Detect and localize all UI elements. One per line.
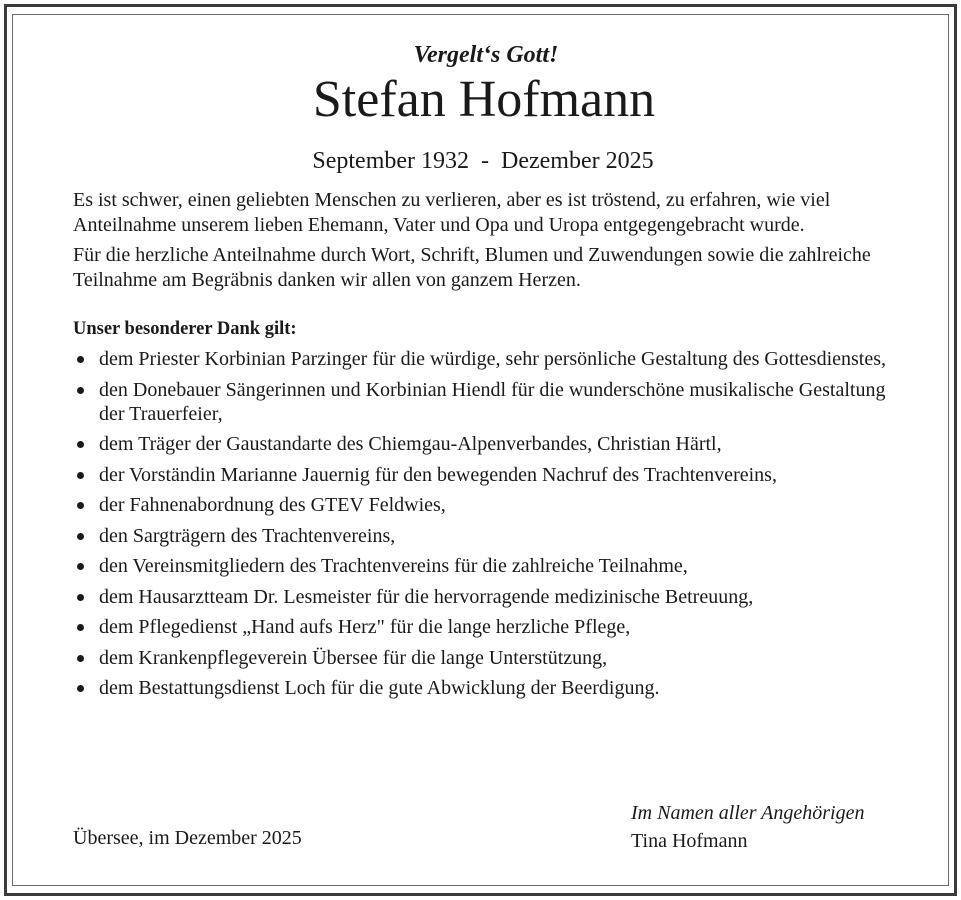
list-item: [73, 378, 893, 426]
deceased-name: Stefan Hofmann: [312, 71, 656, 128]
bullet-icon: [77, 441, 84, 448]
bullet-icon: [77, 533, 84, 540]
list-item: [73, 347, 893, 371]
list-item: [73, 524, 893, 548]
notice-footer: [73, 796, 893, 856]
notice-content: [73, 40, 893, 707]
life-dates: September 1932 - Dezember 2025: [312, 148, 654, 174]
place-date: Übersee, im Dezember 2025: [73, 827, 302, 849]
thanks-list: [73, 347, 893, 700]
list-item-text: den Vereinsmitgliedern des Trachtenvereins für die zahlreiche Teilnahme,: [99, 555, 688, 577]
list-item-text: der Fahnenabordnung des GTEV Feldwies,: [99, 494, 446, 516]
list-item-text: dem Hausarztteam Dr. Lesmeister für die hervorragende medizinische Betreuung,: [99, 585, 754, 608]
list-item: [73, 585, 893, 609]
notice-header: [73, 40, 893, 176]
list-item-text: dem Krankenpflegeverein Übersee für die lange Unterstützung,: [99, 646, 608, 669]
thanks-heading: Unser besonderer Dank gilt:: [73, 319, 297, 339]
signature-line-1: Im Namen aller Angehörigen: [631, 802, 865, 824]
bullet-icon: [77, 685, 84, 692]
list-item: [73, 676, 893, 700]
bullet-icon: [77, 387, 84, 394]
list-item-text: dem Priester Korbinian Parzinger für die würdige, sehr persönliche Gestaltung des Gottesdienstes,: [99, 348, 887, 370]
bullet-icon: [77, 472, 84, 479]
list-item-text: den Donebauer Sängerinnen und Korbinian Hiendl für die wunderschöne musikalische Gestaltung der Trauerfeier,: [99, 378, 886, 425]
list-item-text: den Sargträgern des Trachtenvereins,: [99, 524, 396, 547]
list-item-text: dem Träger der Gaustandarte des Chiemgau-Alpenverbandes, Christian Härtl,: [99, 433, 722, 455]
list-item: [73, 432, 893, 456]
bullet-icon: [77, 502, 84, 509]
bullet-icon: [77, 356, 84, 363]
list-item: [73, 554, 893, 578]
list-item: [73, 463, 893, 487]
bullet-icon: [77, 594, 84, 601]
gratitude-paragraph: Für die herzliche Anteilnahme durch Wort, Schrift, Blumen und Zuwendungen sowie die zahlreiche Teilnahme am Begräbnis danken wir allen von ganzem Herzen.: [73, 244, 871, 291]
list-item-text: dem Bestattungsdienst Loch für die gute Abwicklung der Beerdigung.: [99, 677, 660, 699]
bullet-icon: [77, 624, 84, 631]
intro-paragraph: Es ist schwer, einen geliebten Menschen zu verlieren, aber es ist tröstend, zu erfahren, wie viel Anteilnahme unserem lieben Ehemann, Vater und Opa und Uropa entgegengebracht wurde.: [73, 189, 831, 236]
list-item-text: der Vorständin Marianne Jauernig für den bewegenden Nachruf des Trachtenvereins,: [99, 463, 777, 486]
signature: [631, 799, 865, 855]
list-item-text: dem Pflegedienst „Hand aufs Herz" für die lange herzliche Pflege,: [99, 616, 631, 638]
bullet-icon: [77, 655, 84, 662]
list-item: [73, 615, 893, 639]
list-item: [73, 493, 893, 517]
bullet-icon: [77, 563, 84, 570]
list-item: [73, 646, 893, 670]
signature-line-2: Tina Hofmann: [631, 830, 748, 852]
motto: Vergelt‘s Gott!: [413, 42, 559, 68]
